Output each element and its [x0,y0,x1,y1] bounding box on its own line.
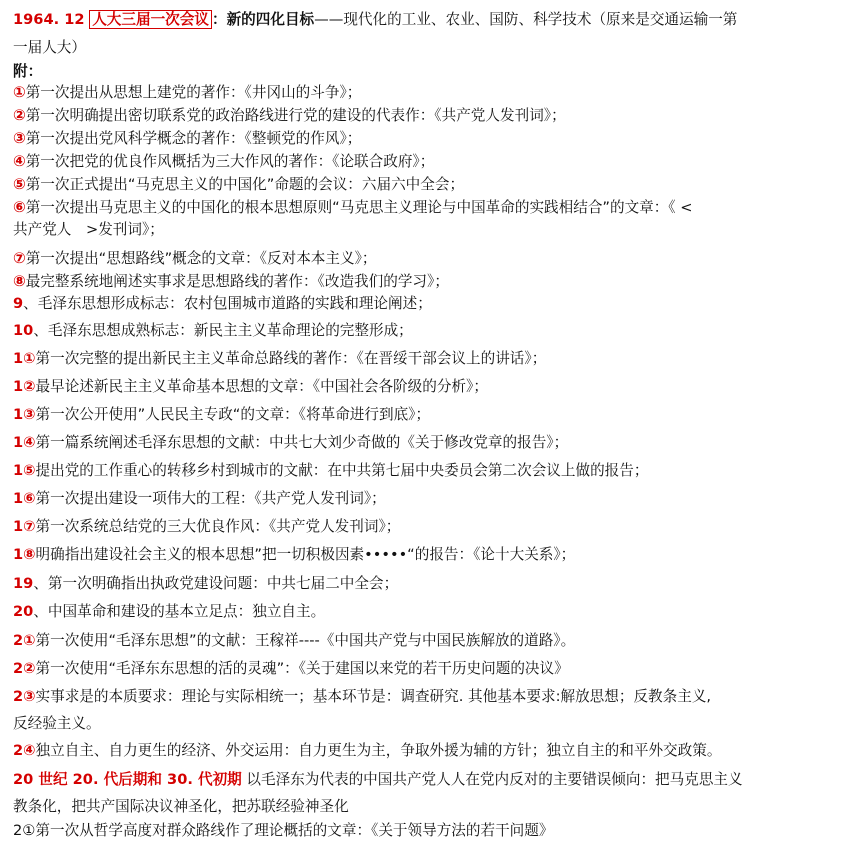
list-item [13,321,852,341]
item-number: 2① [13,822,36,839]
header-desc-2: 一届人大） [13,39,86,56]
list-item [13,433,852,453]
item-text: 、毛泽东思想形成标志：农村包围城市道路的实践和理论阐述； [23,295,432,312]
item-text: 第一次系统总结党的三大优良作风：《共产党人发刊词》； [35,518,401,535]
list-item [13,741,852,761]
list-item [13,631,852,651]
header-line [13,10,852,30]
header-colon: ： [211,11,227,28]
item-text: 第一次使用“毛泽东思想”的文献：王稼祥----《中国共产党与中国民族解放的道路》。 [35,632,576,649]
item-number: 10 [13,322,34,339]
list-item-continued [13,714,852,734]
item-text: 独立自主、自力更生的经济、外交运用：自力更生为主，争取外援为辅的方针；独立自主的和平外交政策。 [35,742,722,759]
item-number: ⑧ [13,272,26,290]
list-item [13,405,852,425]
item-text: 第一次提出建设一项伟大的工程：《共产党人发刊词》； [35,490,386,507]
list-item [13,574,852,594]
item-text: 第一次明确提出密切联系党的政治路线进行党的建设的代表作：《共产党人发刊词》； [25,107,566,124]
item-text: 、中国革命和建设的基本立足点：独立自主。 [33,603,326,620]
header-desc: 现代化的工业、农业、国防、科学技术（原来是交通运输一第 [343,11,738,28]
item-text: 第一次完整的提出新民主主义革命总路线的著作：《在晋绥干部会议上的讲话》； [35,350,547,367]
item-number: 1⑤ [13,462,36,479]
item-text: 第一次提出从思想上建党的著作：《井冈山的斗争》； [25,84,362,101]
appendix-label: 附 [13,63,28,80]
item-text: 第一次公开使用”人民民主专政“的文章：《将革命进行到底》； [35,406,431,423]
item-text: 最完整系统地阐述实事求是思想路线的著作：《改造我们的学习》； [25,273,449,290]
item-text: 第一次提出党风科学概念的著作：《整顿党的作风》； [25,130,362,147]
item-number: ⑥ [13,198,26,216]
list-item [13,377,852,397]
item-number: 1⑧ [13,546,36,563]
era-label: 20 世纪 20. 代后期和 30. 代初期 [13,771,242,788]
item-text-continued: 反经验主义。 [13,715,101,732]
item-number: 19 [13,575,34,592]
list-item [13,489,852,509]
item-text: 、第一次明确指出执政党建设问题：中共七届二中全会； [33,575,399,592]
item-number: 2③ [13,688,36,705]
list-item [13,294,852,314]
item-text: 第一次提出“思想路线”概念的文章：《反对本本主义》； [25,250,377,267]
item-number: 1⑦ [13,518,36,535]
item-text: 、毛泽东思想成熟标志：新民主主义革命理论的完整形成； [33,322,413,339]
item-text: 第一篇系统阐述毛泽东思想的文献：中共七大刘少奇做的《关于修改党章的报告》； [35,434,569,451]
list-item [13,128,852,149]
item-text-continued: 共产党人 >发刊词》； [13,221,164,238]
item-number: 1④ [13,434,36,451]
item-number: 1① [13,350,36,367]
header-dash: —— [314,11,344,28]
goal-title: 新的四化目标 [226,11,315,28]
item-text: 第一次正式提出“马克思主义的中国化”命题的会议：六届六中全会； [25,176,465,193]
item-text: 第一次从哲学高度对群众路线作了理论概括的文章：《关于领导方法的若干问题》 [35,822,554,839]
era-text: 以毛泽东为代表的中国共产党人人在党内反对的主要错误倾向：把马克思主义 [246,771,743,788]
item-number: ⑦ [13,249,26,267]
list-item [13,174,852,195]
item-text: 第一次把党的优良作风概括为三大作风的著作：《论联合政府》； [25,153,435,170]
header-line-2 [13,38,852,58]
item-number: 1⑥ [13,490,36,507]
item-text: 最早论述新民主主义革命基本思想的文章：《中国社会各阶级的分析》； [35,378,488,395]
item-text: 第一次提出马克思主义的中国化的根本思想原则“马克思主义理论与中国革命的实践相结合”的文章：《 < [25,199,693,216]
list-item [13,82,852,103]
item-number: 2④ [13,742,36,759]
appendix-line [13,62,852,82]
list-item [13,248,852,269]
list-item [13,517,852,537]
item-number: ② [13,106,26,124]
last-item [13,821,852,841]
meeting-name: 人大三届一次会议 [89,10,212,29]
item-number: 2② [13,660,36,677]
list-item [13,545,852,565]
item-number: 9 [13,295,24,312]
era-text-continued: 教条化，把共产国际决议神圣化，把苏联经验神圣化 [13,798,349,815]
item-text: 第一次使用“毛泽东东思想的活的灵魂”：《关于建国以来党的若干历史问题的决议》 [35,660,569,677]
item-number: ③ [13,129,26,147]
item-number: 20 [13,603,34,620]
era-line-2 [13,797,852,817]
header-date: 1964. 12 [13,11,85,28]
item-text: 实事求是的本质要求：理论与实际相统一；基本环节是：调查研究. 其他基本要求:解放思想；反教条主义, [35,688,712,705]
item-number: ⑤ [13,175,26,193]
appendix-colon: ： [27,63,43,80]
list-item [13,151,852,172]
list-item [13,105,852,126]
list-item [13,602,852,622]
list-item [13,271,852,292]
item-text: 提出党的工作重心的转移乡村到城市的文献：在中共第七届中央委员会第二次会议上做的报告； [35,462,649,479]
list-item [13,687,852,707]
item-number: 2① [13,632,36,649]
list-item [13,349,852,369]
list-item [13,659,852,679]
item-number: ④ [13,152,26,170]
era-line [13,770,852,790]
item-number: 1② [13,378,36,395]
item-text: 明确指出建设社会主义的根本思想”把一切积极因素•••••“的报告：《论十大关系》； [35,546,576,563]
item-number: ① [13,83,26,101]
item-number: 1③ [13,406,36,423]
list-item [13,461,852,481]
list-item-continued [13,220,852,240]
list-item [13,197,852,218]
